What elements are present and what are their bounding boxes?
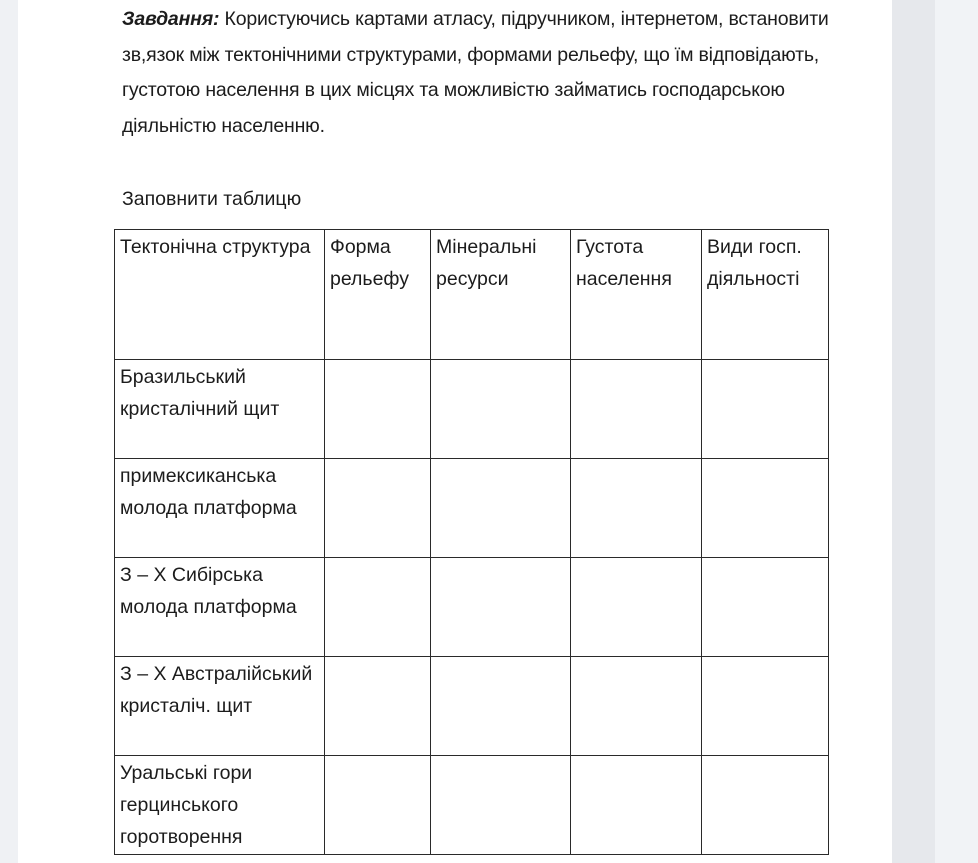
row-label-cell: Бразильський кристалічний щит (115, 360, 325, 459)
task-table (114, 229, 829, 855)
empty-cell[interactable] (431, 558, 571, 657)
header-relief-form: Форма рельефу (330, 236, 409, 290)
header-tectonic-structure: Тектонічна структура (120, 236, 311, 258)
table-instruction: Заповнити таблицю (122, 188, 302, 210)
empty-cell[interactable] (571, 360, 702, 459)
right-scroll-area (935, 0, 978, 863)
empty-cell[interactable] (702, 558, 829, 657)
empty-cell[interactable] (431, 756, 571, 855)
empty-cell[interactable] (571, 459, 702, 558)
document-page (18, 0, 892, 863)
empty-cell[interactable] (325, 360, 431, 459)
empty-cell[interactable] (702, 657, 829, 756)
table-row (115, 360, 829, 459)
empty-cell[interactable] (702, 756, 829, 855)
empty-cell[interactable] (431, 459, 571, 558)
task-paragraph (122, 2, 862, 144)
header-population-density: Густота населення (576, 236, 672, 290)
empty-cell[interactable] (702, 360, 829, 459)
left-background (0, 0, 18, 863)
task-text: Користуючись картами атласу, підручником, інтернетом, встановити зв,язок між тектонічними структурами, формами рельефу, що їм відповідають, густотою населення в цих місцях та можливістю займатись господарською діяльністю населенню. (122, 8, 829, 137)
table-header-row (115, 230, 829, 360)
table-row (115, 657, 829, 756)
empty-cell[interactable] (325, 657, 431, 756)
row-label-cell: З – Х Сибірська молода платформа (115, 558, 325, 657)
empty-cell[interactable] (571, 657, 702, 756)
header-cell (702, 230, 829, 360)
row-label-cell: Уральські гори герцинського горотворення (115, 756, 325, 855)
empty-cell[interactable] (431, 360, 571, 459)
row-label-cell: З – Х Австралійський кристаліч. щит (115, 657, 325, 756)
header-economic-activity: Види госп. діяльності (707, 236, 802, 290)
table-row (115, 459, 829, 558)
header-cell (571, 230, 702, 360)
header-cell (115, 230, 325, 360)
empty-cell[interactable] (571, 558, 702, 657)
header-cell (325, 230, 431, 360)
empty-cell[interactable] (325, 459, 431, 558)
table-row (115, 558, 829, 657)
empty-cell[interactable] (325, 756, 431, 855)
table-row (115, 756, 829, 855)
empty-cell[interactable] (702, 459, 829, 558)
task-label: Завдання: (122, 8, 220, 30)
header-mineral-resources: Мінеральні ресурси (436, 236, 537, 290)
row-label-cell: примексиканська молода платформа (115, 459, 325, 558)
empty-cell[interactable] (325, 558, 431, 657)
empty-cell[interactable] (431, 657, 571, 756)
empty-cell[interactable] (571, 756, 702, 855)
header-cell (431, 230, 571, 360)
